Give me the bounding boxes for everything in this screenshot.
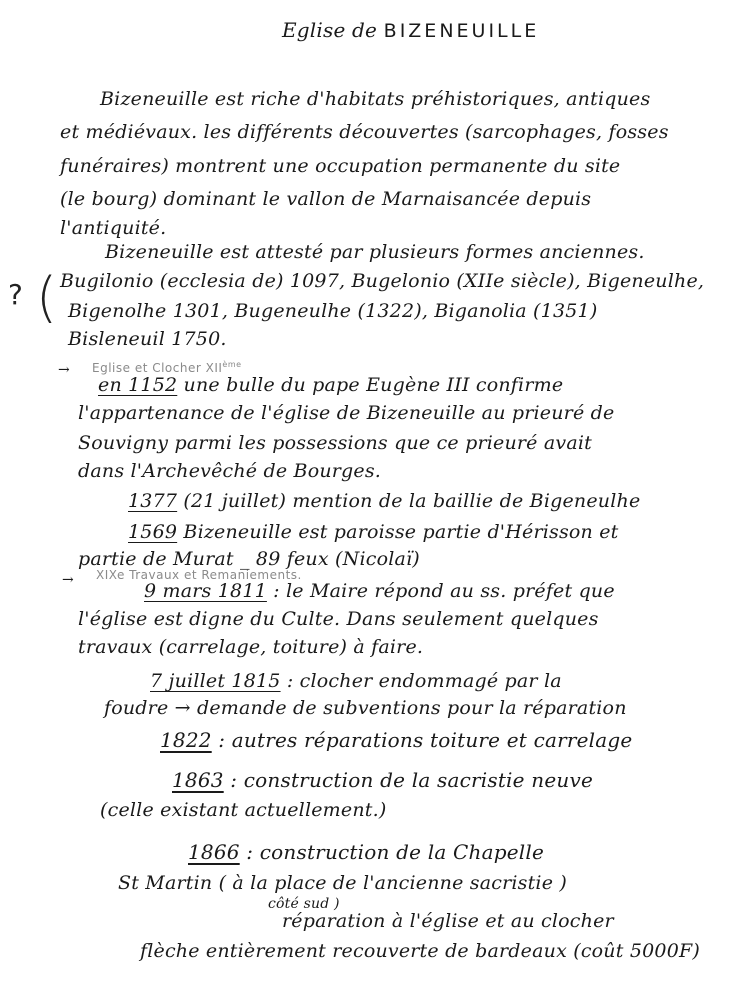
st-martin: St Martin	[118, 872, 213, 894]
date-1822: 1822	[160, 728, 212, 752]
entry-1152-line-3: Souvigny parmi les possessions que ce prieuré avait	[78, 432, 592, 454]
entry-1811-line-2: l'église est digne du Culte. Dans seulement quelques	[78, 608, 599, 630]
note-eglise-clocher	[92, 360, 242, 375]
entry-1866-line-3: réparation à l'église et au clocher	[282, 910, 614, 932]
entry-1815	[150, 670, 562, 692]
entry-1866-small: côté sud )	[268, 896, 340, 912]
entry-1569-text: Bizeneuille est paroisse partie d'Hérisson et	[183, 521, 619, 543]
note-travaux: XIXe Travaux et Remaniements.	[96, 568, 302, 582]
arrow-1: →	[58, 362, 70, 378]
para1-line-1: Bizeneuille est riche d'habitats préhistoriques, antiques	[100, 88, 651, 110]
para2-line-3: Bigenolhe 1301, Bugeneulhe (1322), Biganolia (1351)	[68, 300, 598, 322]
question-mark: ?	[8, 278, 24, 311]
entry-1811-text: : le Maire répond au ss. préfet que	[273, 580, 615, 602]
para2-line-1: Bizeneuille est attesté par plusieurs formes anciennes.	[105, 241, 645, 263]
entry-1152-line-1: une bulle du pape Eugène III confirme	[183, 374, 564, 396]
note1-sup: ème	[222, 360, 242, 369]
entry-1569-line-2: partie de Murat _ 89 feux (Nicolaï)	[78, 548, 420, 570]
entry-1822	[160, 728, 632, 752]
para1-line-3: funéraires) montrent une occupation permanente du site	[60, 155, 621, 177]
entry-1811	[144, 580, 615, 602]
arrow-2: →	[62, 572, 74, 588]
title-name: BIZENEUILLE	[383, 20, 540, 42]
para1-line-4: (le bourg) dominant le vallon de Marnaisancée depuis	[60, 188, 592, 210]
entry-1863-text: : construction de la sacristie neuve	[230, 768, 593, 792]
entry-1152	[98, 374, 563, 396]
entry-1377	[128, 490, 640, 512]
date-1569: 1569	[128, 521, 178, 543]
note1-text: Eglise et Clocher XII	[92, 361, 223, 375]
date-1152: en 1152	[98, 374, 178, 396]
entry-1866-text: : construction de la Chapelle	[246, 840, 544, 864]
entry-1152-line-2: l'appartenance de l'église de Bizeneuille au prieuré de	[78, 402, 615, 424]
margin-bracket: (	[36, 266, 58, 329]
entry-1822-text: : autres réparations toiture et carrelage	[218, 728, 633, 752]
date-1811: 9 mars 1811	[144, 580, 267, 602]
entry-1811-line-3: travaux (carrelage, toiture) à faire.	[78, 636, 424, 658]
page-title	[282, 18, 539, 42]
entry-1569	[128, 521, 619, 543]
entry-1815-text: : clocher endommagé par la	[286, 670, 562, 692]
para1-line-2: et médiévaux. les différents découvertes (sarcophages, fosses	[60, 121, 669, 143]
date-1866: 1866	[188, 840, 240, 864]
title-prefix: Eglise de	[282, 18, 378, 42]
para2-line-4: Bisleneuil 1750.	[68, 328, 227, 350]
entry-1866-line-2	[118, 872, 567, 894]
date-1377: 1377	[128, 490, 178, 512]
entry-1152-line-4: dans l'Archevêché de Bourges.	[78, 460, 382, 482]
para2-line-2: Bugilonio (ecclesia de) 1097, Bugelonio (XIIe siècle), Bigeneulhe,	[60, 270, 705, 292]
date-1863: 1863	[172, 768, 224, 792]
entry-1866	[188, 840, 544, 864]
para1-line-5: l'antiquité.	[60, 217, 167, 239]
entry-1866-line-4: flèche entièrement recouverte de bardeaux (coût 5000F)	[140, 940, 700, 962]
entry-1866-line-2b: ( à la place de l'ancienne sacristie )	[218, 872, 567, 894]
date-1815: 7 juillet 1815	[150, 670, 281, 692]
entry-1815-line-2: foudre → demande de subventions pour la réparation	[104, 697, 627, 719]
entry-1863-line-2: (celle existant actuellement.)	[100, 799, 387, 821]
entry-1863	[172, 768, 593, 792]
entry-1377-text: (21 juillet) mention de la baillie de Bigeneulhe	[183, 490, 641, 512]
